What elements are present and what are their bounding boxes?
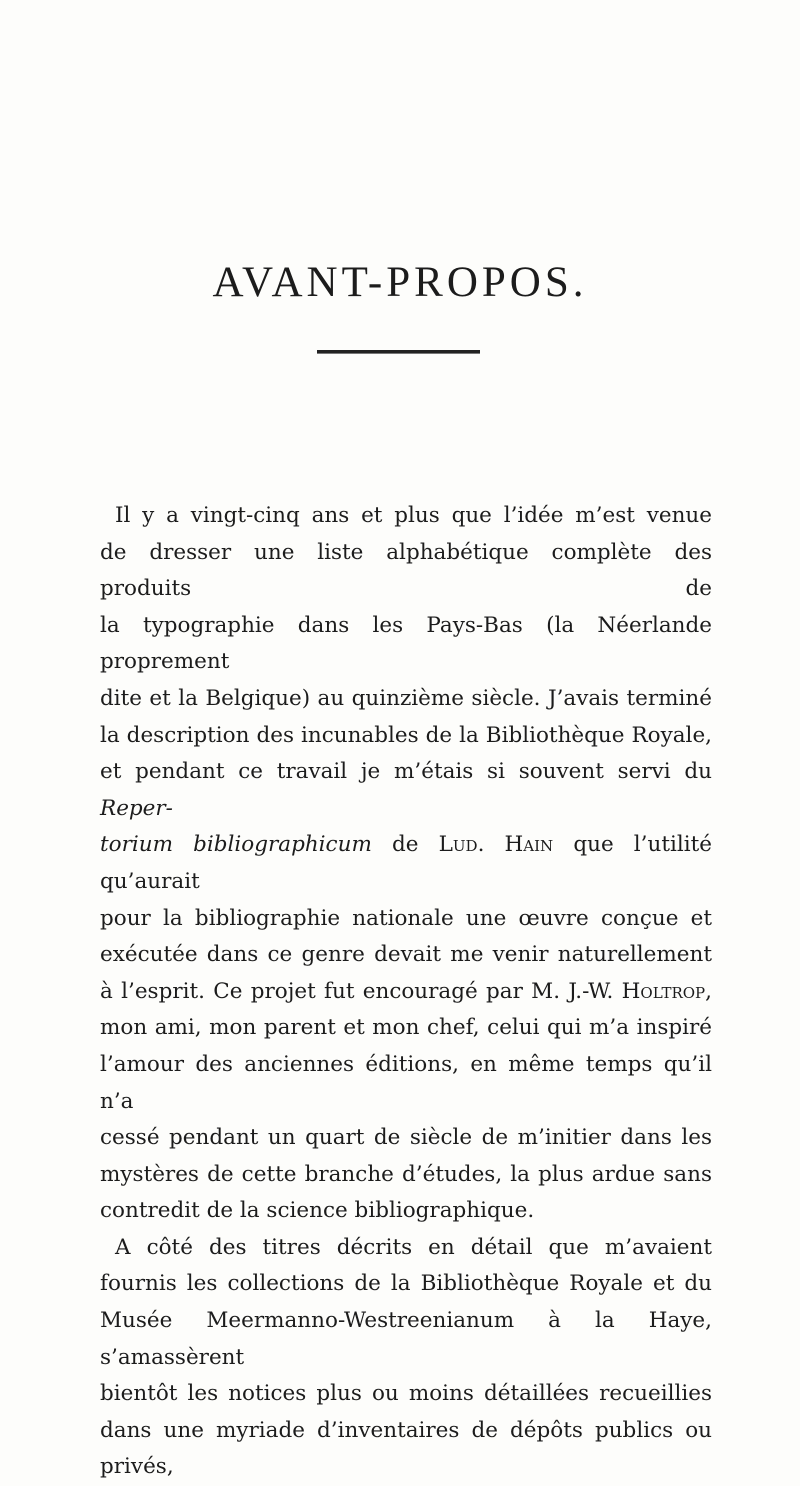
author-name: Lud. Hain	[438, 832, 554, 858]
text-line	[100, 974, 712, 1011]
body-text	[100, 498, 712, 1486]
italic-title: Reper-	[100, 795, 173, 821]
text-line: dite et la Belgique) au quinzième siècle. J’avais terminé	[100, 685, 712, 711]
text-line: cessé pendant un quart de siècle de m’initier dans les	[100, 1125, 712, 1151]
text-line: Musée Meermanno-Westreenianum à la Haye, s’amassèrent	[100, 1308, 712, 1370]
text-line: l’amour des anciennes éditions, en même temps qu’il n’a	[100, 1051, 712, 1114]
text-segment: de	[391, 832, 419, 858]
text-line: la description des incunables de la Bibliothèque Royale,	[100, 722, 712, 748]
italic-title: torium bibliographicum	[100, 832, 372, 858]
text-line	[100, 754, 712, 827]
text-line: fournis les collections de la Bibliothèque Royale et du	[100, 1271, 712, 1297]
text-line: pour la bibliographie nationale une œuvre conçue et	[100, 905, 712, 931]
text-segment: et pendant ce travail je m’étais si souvent servi du	[100, 759, 712, 785]
text-line: la typographie dans les Pays-Bas (la Néerlande proprement	[100, 612, 712, 675]
text-line: contredit de la science bibliographique.	[100, 1198, 535, 1224]
text-line	[100, 827, 712, 900]
text-line: exécutée dans ce genre devait me venir naturellement	[100, 942, 712, 968]
title-divider	[317, 350, 480, 354]
text-line: Il y a vingt-cinq ans et plus que l’idée m’est venue	[115, 503, 712, 528]
page-title: AVANT-PROPOS.	[212, 259, 588, 306]
text-segment: que l’utilité qu’aurait	[100, 832, 712, 894]
author-name: Holtrop	[621, 978, 706, 1004]
text-line: mon ami, mon parent et mon chef, celui qui m’a inspiré	[100, 1015, 712, 1041]
text-line: dans une myriade d’inventaires de dépôts publics ou privés,	[100, 1417, 712, 1480]
text-segment: à l’esprit. Ce projet fut encouragé par M. J.-W.	[100, 978, 614, 1004]
text-line: de dresser une liste alphabétique complète des produits de	[100, 539, 712, 602]
text-line: A côté des titres décrits en détail que m’avaient	[115, 1234, 712, 1260]
text-segment	[622, 979, 712, 1004]
text-line: mystères de cette branche d’études, la plus ardue sans	[100, 1161, 712, 1187]
text-line: bientôt les notices plus ou moins détaillées recueillies	[100, 1381, 712, 1407]
text-segment: ,	[705, 978, 712, 1004]
